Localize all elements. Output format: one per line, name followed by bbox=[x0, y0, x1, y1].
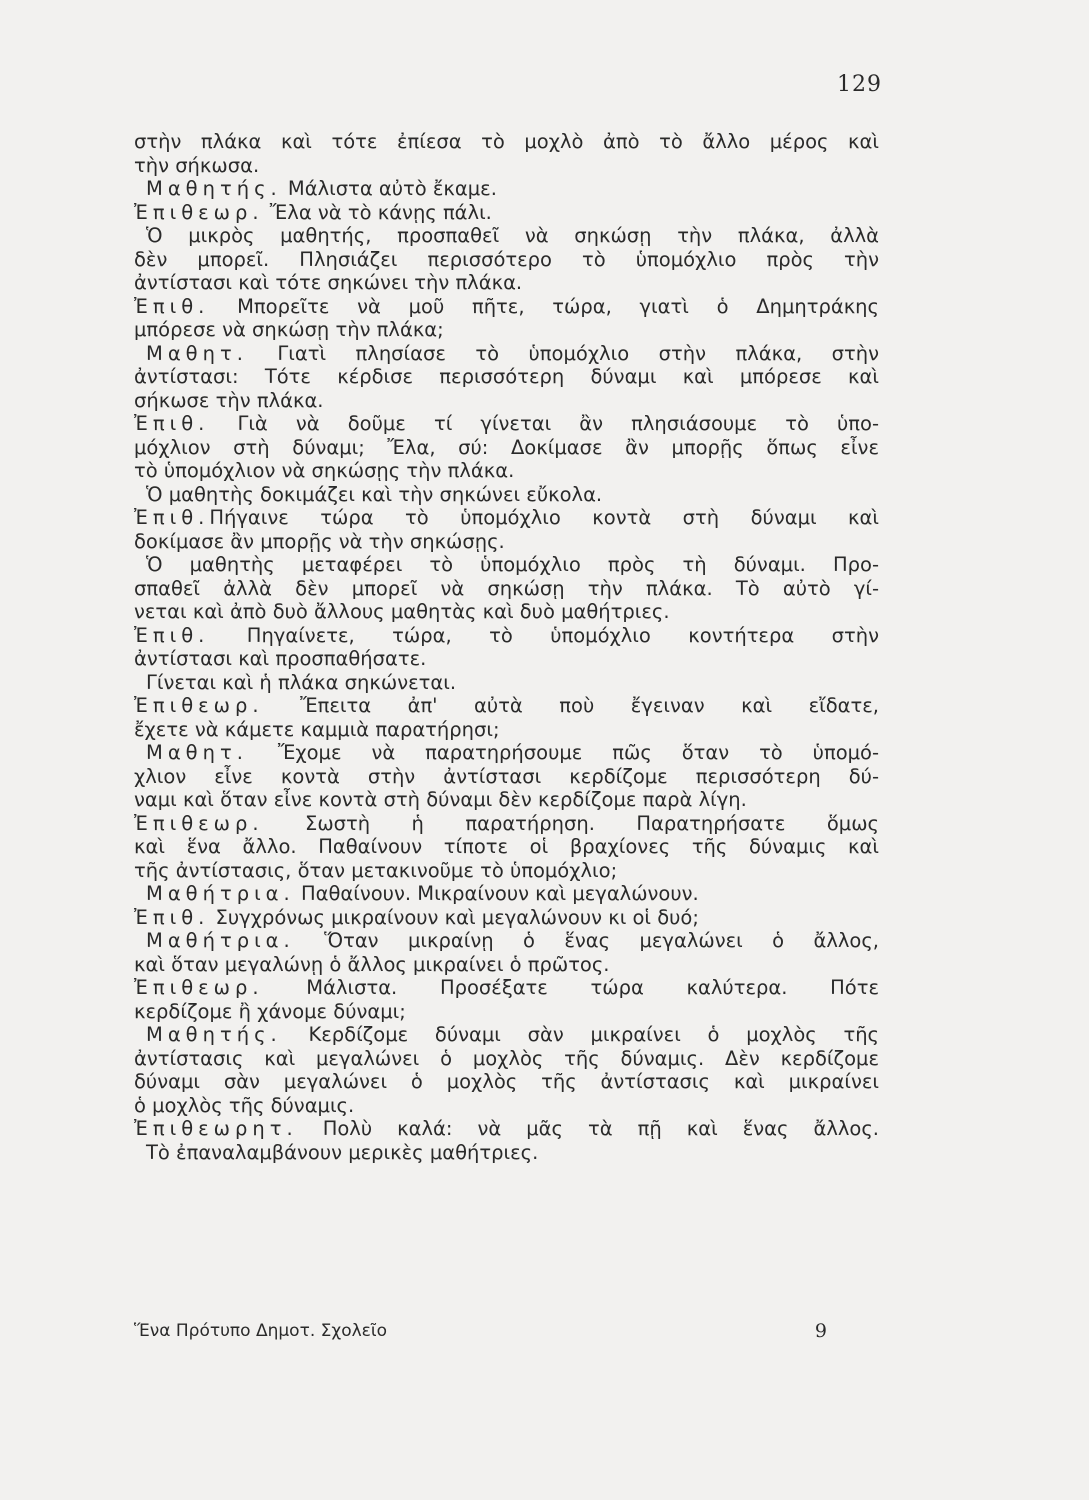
line-text: κερδίζομε ἢ χάνομε δύναμι; bbox=[134, 999, 406, 1023]
line-text: τὸ ὑπομόχλιον νὰ σηκώσῃς τὴν πλάκα. bbox=[134, 459, 515, 482]
text-line bbox=[134, 1141, 879, 1165]
text-line bbox=[134, 342, 879, 366]
speaker-label: Ἐπιθεωρ. bbox=[134, 200, 264, 224]
text-line bbox=[134, 953, 879, 977]
line-text: Μάλιστα. Προσέξατε τώρα καλύτερα. Πότε bbox=[263, 976, 879, 999]
speaker-label: Ἐπιθεωρητ. bbox=[134, 1117, 298, 1140]
line-text: Γίνεται καὶ ἡ πλάκα σηκώνεται. bbox=[146, 670, 457, 694]
line-text: ὁ μοχλὸς τῆς δύναμις. bbox=[134, 1093, 355, 1117]
line-text: ἀντίστασις καὶ μεγαλώνει ὁ μοχλὸς τῆς δύναμις. Δὲν κερδίζομε bbox=[134, 1046, 879, 1070]
line-text: σήκωσε τὴν πλάκα. bbox=[134, 388, 324, 412]
line-text: χλιον εἶνε κοντὰ στὴν ἀντίστασι κερδίζομε περισσότερη δύ- bbox=[134, 764, 879, 788]
text-line bbox=[134, 1023, 879, 1047]
speaker-label: Ἐπιθεωρ. bbox=[134, 811, 264, 835]
line-text: μόχλιον στὴ δύναμι; Ἔλα, σύ: Δοκίμασε ἂν μπορῇς ὅπως εἶνε bbox=[134, 435, 879, 459]
text-line bbox=[134, 389, 879, 413]
line-text: Ἔλα νὰ τὸ κάνῃς πάλι. bbox=[263, 200, 492, 224]
speaker-label: Ἐπιθ. bbox=[134, 623, 210, 647]
line-text: Σωστὴ ἡ παρατήρηση. Παρατηρήσατε ὅμως bbox=[263, 811, 879, 835]
line-text: τὴν σήκωσα. bbox=[134, 153, 260, 177]
text-line bbox=[134, 577, 879, 601]
speaker-label: Μαθητής. bbox=[146, 1023, 282, 1046]
line-text: Τὸ ἐπαναλαμβάνουν μερικὲς μαθήτριες. bbox=[146, 1140, 539, 1164]
line-text: Ὁ μαθητὴς μεταφέρει τὸ ὑπομόχλιο πρὸς τὴ δύναμι. Προ- bbox=[146, 553, 879, 576]
text-line bbox=[134, 530, 879, 554]
line-text: Ἔπειτα ἀπ' αὐτὰ ποὺ ἔγειναν καὶ εἴδατε, bbox=[263, 694, 879, 717]
text-line bbox=[134, 1000, 879, 1024]
line-text: καὶ ἕνα ἄλλο. Παθαίνουν τίποτε οἱ βραχίονες τῆς δύναμις καὶ bbox=[134, 835, 879, 858]
page-number: 129 bbox=[837, 72, 882, 97]
line-text: Πολὺ καλά: νὰ μᾶς τὰ πῇ καὶ ἕνας ἄλλος. bbox=[297, 1117, 879, 1140]
line-text: Γιατὶ πλησίασε τὸ ὑπομόχλιο στὴν πλάκα, στὴν bbox=[247, 341, 879, 365]
text-line bbox=[134, 765, 879, 789]
text-line bbox=[134, 906, 879, 930]
line-text: δὲν μπορεῖ. Πλησιάζει περισσότερο τὸ ὑπομόχλιο πρὸς τὴν bbox=[134, 247, 879, 271]
line-text: ἀντίστασι: Τότε κέρδισε περισσότερη δύναμι καὶ μπόρεσε καὶ bbox=[134, 365, 879, 388]
speaker-label: Ἐπιθ. bbox=[134, 905, 210, 929]
text-line bbox=[134, 1117, 879, 1141]
line-text: μπόρεσε νὰ σηκώσῃ τὴν πλάκα; bbox=[134, 318, 444, 341]
gathering-number: 9 bbox=[814, 1320, 827, 1342]
text-line bbox=[134, 812, 879, 836]
line-text: τῆς ἀντίστασις, ὅταν μετακινοῦμε τὸ ὑπομόχλιο; bbox=[134, 858, 618, 882]
line-text: ναμι καὶ ὅταν εἶνε κοντὰ στὴ δύναμι δὲν κερδίζομε παρὰ λίγη. bbox=[134, 788, 747, 811]
speaker-label: Μαθητής. bbox=[146, 177, 282, 200]
line-text: Γιὰ νὰ δοῦμε τί γίνεται ἂν πλησιάσουμε τὸ ὑπο- bbox=[209, 412, 879, 435]
text-line bbox=[134, 248, 879, 272]
line-text: Κερδίζομε δύναμι σὰν μικραίνει ὁ μοχλὸς τῆς bbox=[281, 1023, 879, 1046]
speaker-label: Ἐπιθ. bbox=[134, 506, 210, 529]
text-line bbox=[134, 271, 879, 295]
text-line bbox=[134, 177, 879, 201]
text-line bbox=[134, 201, 879, 225]
line-text: Ὁ μικρὸς μαθητής, προσπαθεῖ νὰ σηκώσῃ τὴν πλάκα, ἀλλὰ bbox=[146, 224, 879, 247]
speaker-label: Μαθήτρια. bbox=[146, 929, 295, 952]
text-line bbox=[134, 718, 879, 742]
line-text: Μπορεῖτε νὰ μοῦ πῆτε, τώρα, γιατὶ ὁ Δημητράκης bbox=[209, 294, 879, 318]
line-text: ἀντίστασι καὶ τότε σηκώνει τὴν πλάκα. bbox=[134, 271, 523, 294]
speaker-label: Μαθήτρια. bbox=[146, 882, 295, 905]
text-line bbox=[134, 459, 879, 483]
text-line bbox=[134, 483, 879, 507]
text-line bbox=[134, 553, 879, 577]
text-line bbox=[134, 224, 879, 248]
line-text: νεται καὶ ἀπὸ δυὸ ἄλλους μαθητὰς καὶ δυὸ μαθήτριες. bbox=[134, 600, 670, 623]
line-text: ἔχετε νὰ κάμετε καμμιὰ παρατήρησι; bbox=[134, 717, 500, 741]
line-text: ἀντίστασι καὶ προσπαθήσατε. bbox=[134, 647, 427, 670]
body-text bbox=[134, 130, 879, 1164]
line-text: δοκίμασε ἂν μπορῇς νὰ τὴν σηκώσῃς. bbox=[134, 529, 505, 553]
text-line bbox=[134, 1094, 879, 1118]
text-line bbox=[134, 835, 879, 859]
text-line bbox=[134, 976, 879, 1000]
line-text: στὴν πλάκα καὶ τότε ἐπίεσα τὸ μοχλὸ ἀπὸ τὸ ἄλλο μέρος καὶ bbox=[134, 130, 879, 153]
line-text: Μάλιστα αὐτὸ ἔκαμε. bbox=[281, 177, 497, 200]
text-line bbox=[134, 624, 879, 648]
speaker-label: Ἐπιθεωρ. bbox=[134, 976, 264, 999]
text-line bbox=[134, 436, 879, 460]
text-line bbox=[134, 929, 879, 953]
text-line bbox=[134, 1070, 879, 1094]
line-text: Παθαίνουν. Μικραίνουν καὶ μεγαλώνουν. bbox=[294, 882, 699, 905]
text-line bbox=[134, 788, 879, 812]
line-text: δύναμι σὰν μεγαλώνει ὁ μοχλὸς τῆς ἀντίστασις καὶ μικραίνει bbox=[134, 1070, 879, 1093]
text-line bbox=[134, 1047, 879, 1071]
line-text: καὶ ὅταν μεγαλώνῃ ὁ ἄλλος μικραίνει ὁ πρῶτος. bbox=[134, 952, 610, 976]
text-line bbox=[134, 600, 879, 624]
speaker-label: Μαθητ. bbox=[146, 341, 248, 365]
text-line bbox=[134, 318, 879, 342]
text-line bbox=[134, 741, 879, 765]
speaker-label: Μαθητ. bbox=[146, 741, 248, 764]
speaker-label: Ἐπιθ. bbox=[134, 412, 210, 435]
text-line bbox=[134, 130, 879, 154]
text-line bbox=[134, 882, 879, 906]
text-line bbox=[134, 647, 879, 671]
text-line bbox=[134, 365, 879, 389]
text-line bbox=[134, 506, 879, 530]
line-text: Πηγαίνετε, τώρα, τὸ ὑπομόχλιο κοντήτερα στὴν bbox=[209, 623, 879, 647]
text-line bbox=[134, 295, 879, 319]
line-text: Ὅταν μικραίνῃ ὁ ἕνας μεγαλώνει ὁ ἄλλος, bbox=[294, 929, 879, 952]
text-line bbox=[134, 154, 879, 178]
line-text: Ὁ μαθητὴς δοκιμάζει καὶ τὴν σηκώνει εὔκολα. bbox=[146, 482, 603, 506]
speaker-label: Ἐπιθεωρ. bbox=[134, 694, 264, 717]
line-text: σπαθεῖ ἀλλὰ δὲν μπορεῖ νὰ σηκώσῃ τὴν πλάκα. Τὸ αὐτὸ γί- bbox=[134, 576, 879, 600]
text-line bbox=[134, 859, 879, 883]
text-line bbox=[134, 671, 879, 695]
line-text: Πήγαινε τώρα τὸ ὑπομόχλιο κοντὰ στὴ δύναμι καὶ bbox=[209, 506, 879, 529]
line-text: Ἔχομε νὰ παρατηρήσουμε πῶς ὅταν τὸ ὑπομό- bbox=[247, 741, 879, 764]
text-line bbox=[134, 694, 879, 718]
text-line bbox=[134, 412, 879, 436]
page-footer bbox=[134, 1318, 879, 1344]
line-text: Συγχρόνως μικραίνουν καὶ μεγαλώνουν κι οἱ δυό; bbox=[209, 905, 699, 929]
signature-mark: Ἕνα Πρότυπο Δημοτ. Σχολεῖο bbox=[134, 1321, 387, 1341]
speaker-label: Ἐπιθ. bbox=[134, 294, 210, 318]
